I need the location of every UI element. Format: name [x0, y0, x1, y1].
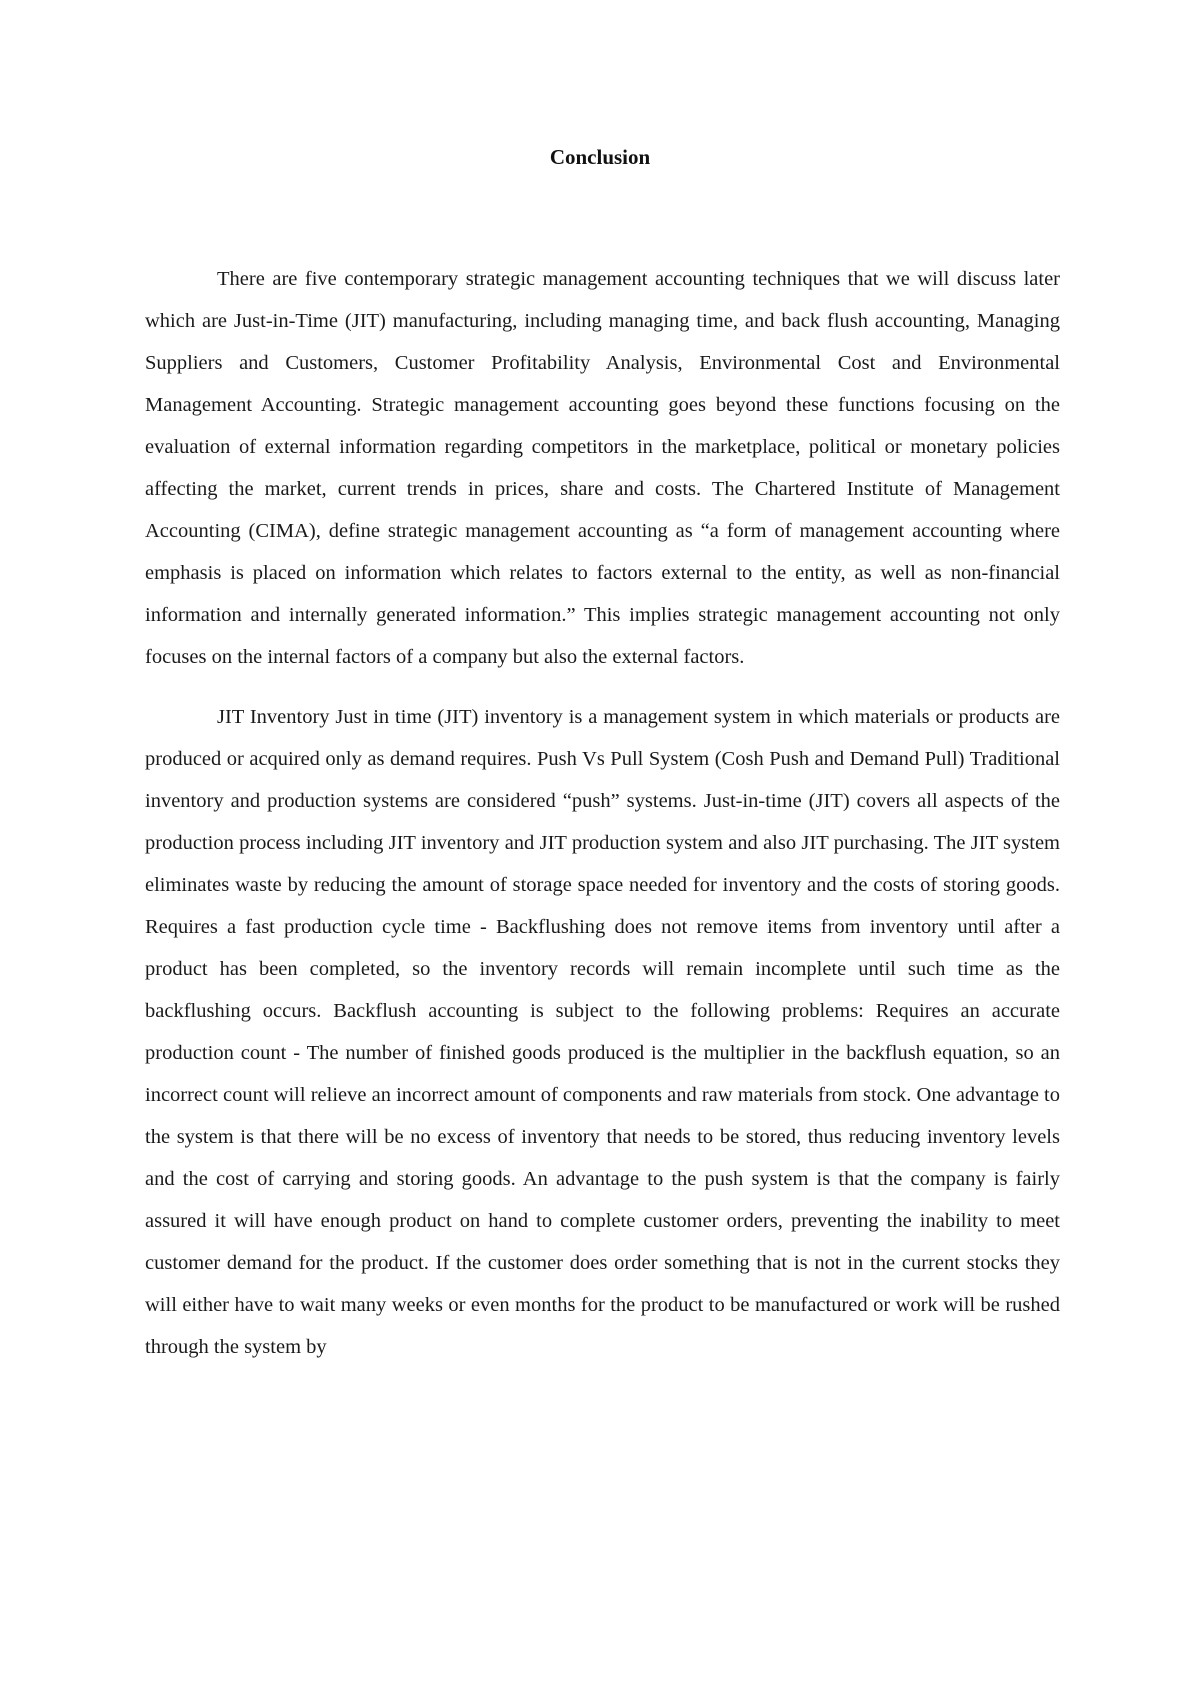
paragraph-intro: There are five contemporary strategic management accounting techniques that we will discuss later which are Just-in-Time (JIT) manufacturing, including managing time, and back flush accounting, Managing Suppliers and Customers, Customer Profitability Analysis, Environmental Cost and Environmental Management Accounting. Strategic management accounting goes beyond these functions focusing on the evaluation of external information regarding competitors in the marketplace, political or monetary policies affecting the market, current trends in prices, share and costs. The Chartered Institute of Management Accounting (CIMA), define strategic management accounting as “a form of management accounting where emphasis is placed on information which relates to factors external to the entity, as well as non-financial information and internally generated information.” This implies strategic management accounting not only focuses on the internal factors of a company but also the external factors.	[145, 268, 1060, 668]
page-title: Conclusion	[549, 145, 651, 169]
paragraph-jit-inventory: JIT Inventory Just in time (JIT) inventory is a management system in which materials or products are produced or acquired only as demand requires. Push Vs Pull System (Cosh Push and Demand Pull) Traditional inventory and production systems are considered “push” systems. Just-in-time (JIT) covers all aspects of the production process including JIT inventory and JIT production system and also JIT purchasing. The JIT system eliminates waste by reducing the amount of storage space needed for inventory and the costs of storing goods. Requires a fast production cycle time - Backflushing does not remove items from inventory until after a product has been completed, so the inventory records will remain incomplete until such time as the backflushing occurs. Backflush accounting is subject to the following problems: Requires an accurate production count - The number of finished goods produced is the multiplier in the backflush equation, so an incorrect count will relieve an incorrect amount of components and raw materials from stock. One advantage to the system is that there will be no excess of inventory that needs to be stored, thus reducing inventory levels and the cost of carrying and storing goods. An advantage to the push system is that the company is fairly assured it will have enough product on hand to complete customer orders, preventing the inability to meet customer demand for the product. If the customer does order something that is not in the current stocks they will either have to wait many weeks or even months for the product to be manufactured or work will be rushed through the system by	[145, 706, 1060, 1358]
document-body	[145, 258, 1060, 1386]
